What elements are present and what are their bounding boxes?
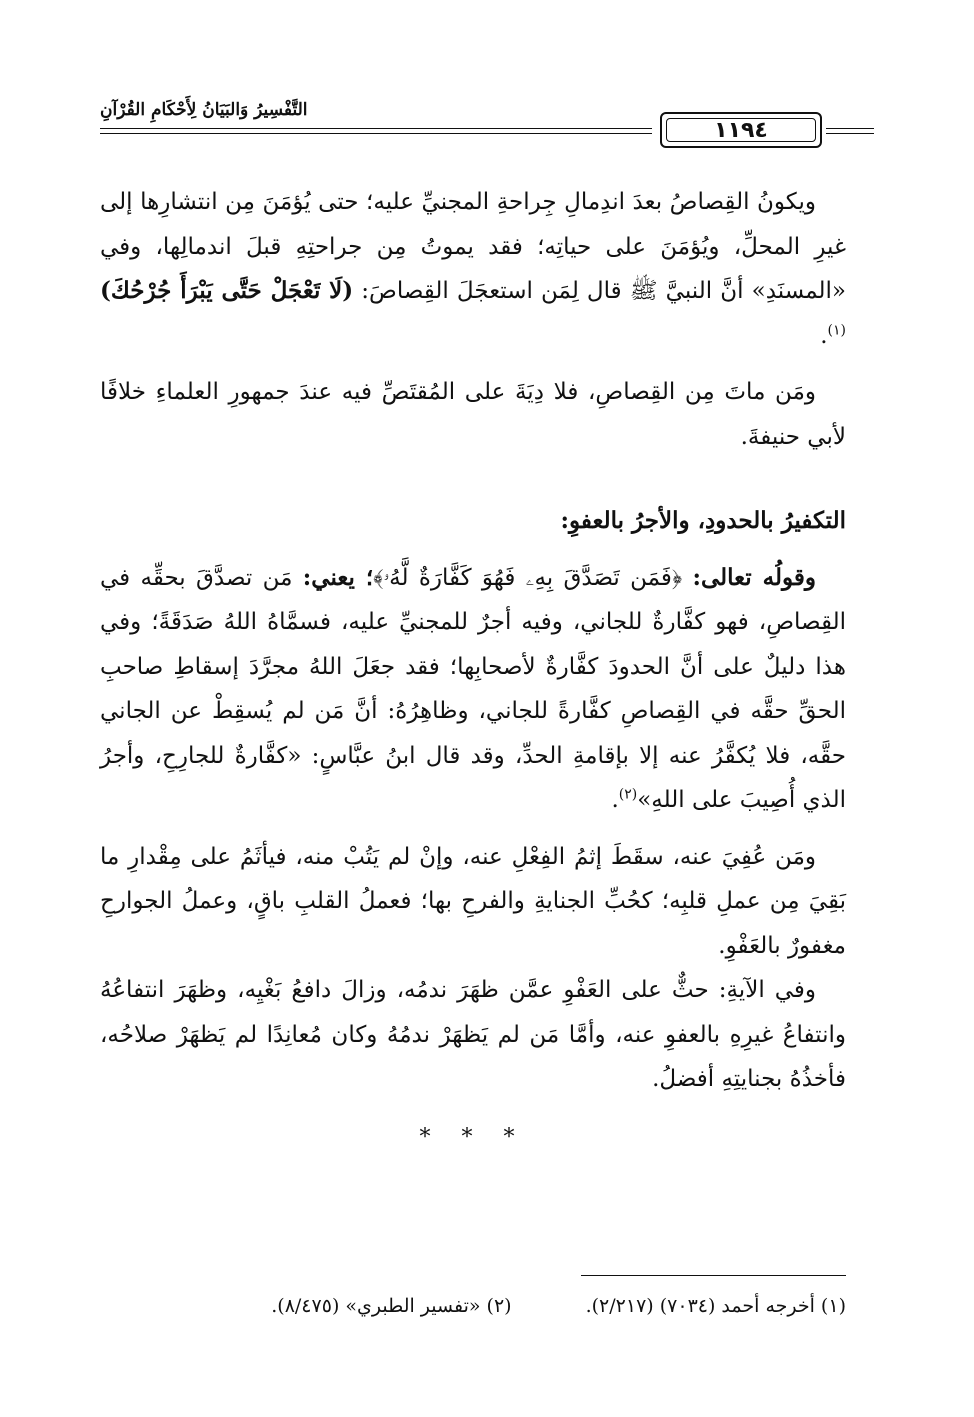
footnote-rule bbox=[581, 1275, 846, 1276]
section-separator: * * * bbox=[419, 1124, 527, 1150]
footnote-ref-2: (٢) bbox=[618, 786, 638, 803]
header-rule-left-thin bbox=[100, 133, 652, 134]
paragraph-3-lead: وقولُه تعالى: bbox=[692, 563, 816, 591]
paragraph-3-yani: ؛ يعني: bbox=[302, 563, 374, 591]
paragraph-4: ومَن عُفِيَ عنه، سقَطَ إثمُ الفِعْلِ عنه، وإنْ لم يَتُبْ منه، فيأثَمُ على مِقْدارِ ما بَقِيَ مِن عملِ قلبِه؛ كحُبِّ الجنايةِ والفرحِ بها؛ فعملُ القلبِ باقٍ، وعملُ الجوارحِ مغفورٌ بالعَفْوِ. bbox=[100, 843, 846, 959]
quran-verse: ﴿فَمَن تَصَدَّقَ بِهِۦ فَهُوَ كَفَّارَةٌ لَّهُۥ﴾ bbox=[373, 564, 693, 591]
footnote-ref-1: (١) bbox=[827, 321, 846, 338]
hadith-quote: (لَا تَعْجَلْ حَتَّى يَبْرَأَ جُرْحُكَ) bbox=[100, 277, 354, 304]
paragraph-1-text: ويكونُ القِصاصُ بعدَ اندِمالِ جِراحةِ المجنيِّ عليه؛ حتى يُؤمَنَ مِن انتشارِها إلى غيرِ المحلِّ، ويُؤمَنَ على حياتِه؛ فقد يموتُ مِن جراحتِهِ قبلَ اندمالِها، وفي «المسنَدِ» أنَّ النبيَّ ﷺ قال لِمَن استعجَلَ القِصاصَ: bbox=[100, 189, 846, 304]
header-rule-right bbox=[826, 128, 874, 129]
footnotes bbox=[100, 1291, 846, 1321]
footnote-1: (١) أخرجه أحمد (٧٠٣٤) (٢/٢١٧). bbox=[585, 1295, 846, 1317]
page-header bbox=[100, 92, 874, 162]
paragraph-2: ومَن ماتَ مِن القِصاصِ، فلا دِيَةَ على المُقتَصِّ فيه عندَ جمهورِ العلماءِ خلافًا لأبي حنيفةَ. bbox=[100, 379, 846, 450]
paragraph-3-end: . bbox=[611, 787, 619, 813]
paragraph-1-end: . bbox=[820, 322, 828, 349]
header-rule-left bbox=[100, 128, 652, 129]
header-rule-right-thin bbox=[826, 133, 874, 134]
section-heading: التكفيرُ بالحدودِ، والأجرُ بالعفوِ: bbox=[560, 507, 846, 534]
paragraph-5: وفي الآيةِ: حثٌّ على العَفْوِ عمَّن ظهَرَ ندمُه، وزالَ دافعُ بَغْيِه، وظهَرَ انتفاعُهُ وانتفاعُ غيرِهِ بالعفوِ عنه، وأمَّا مَن لم يَظهَرْ ندمُهُ وكان مُعانِدًا لم يَظهَرْ صلاحُه، فأخذُهُ بجنايتِهِ أفضلُ. bbox=[100, 977, 846, 1092]
page-number: ١١٩٤ bbox=[660, 112, 822, 148]
paragraph-3-text: مَن تصدَّقَ بحقِّه في القِصاصِ، فهو كفَّارةٌ للجاني، وفيه أجرٌ للمجنيِّ عليه، فسمَّاهُ اللهُ صَدَقَةً؛ وفي هذا دليلٌ على أنَّ الحدودَ كفَّارةٌ لأصحابِها؛ فقد جعَلَ اللهُ مجرَّدَ إسقاطِ صاحبِ الحقِّ حقَّه في القِصاصِ كفَّارةً للجاني، وظاهِرُهُ: أنَّ مَن لم يُسقِطْ عن الجاني حقَّه، فلا يُكفَّرُ عنه إلا بإقامةِ الحدِّ، وقد قال ابنُ عبَّاسٍ: «كفَّارةٌ للجارِحِ، وأجرُ الذي أُصِيبَ على اللهِ» bbox=[100, 564, 846, 813]
main-text bbox=[100, 180, 846, 1160]
running-title: التَّفْسِيرُ وَالبَيَانُ لِأَحْكَامِ القُرْآنِ bbox=[100, 100, 308, 120]
paragraph-1 bbox=[100, 180, 846, 358]
paragraph-3 bbox=[100, 556, 846, 823]
footnote-2: (٢) «تفسير الطبري» (٨/٤٧٥). bbox=[271, 1295, 512, 1317]
